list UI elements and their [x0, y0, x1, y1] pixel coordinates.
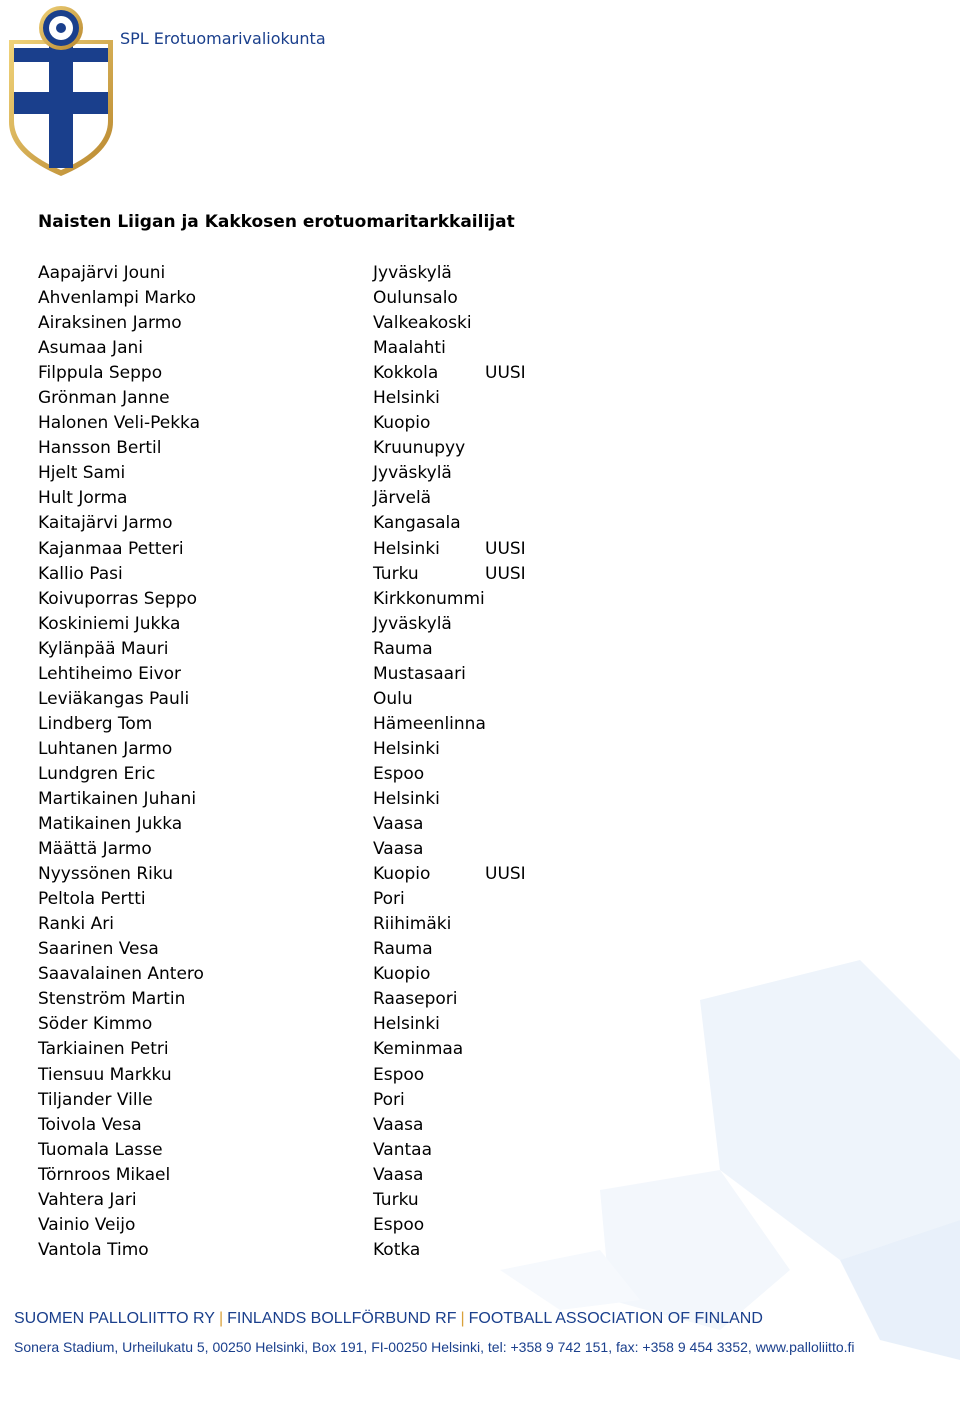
referee-city: Vaasa — [373, 814, 424, 835]
referee-city: Keminmaa — [373, 1039, 464, 1060]
referee-roster — [38, 261, 638, 1263]
referee-name: Saarinen Vesa — [38, 939, 159, 960]
referee-city: Helsinki — [373, 538, 440, 559]
referee-city: Kruunupyy — [373, 438, 466, 459]
referee-name: Luhtanen Jarmo — [38, 738, 173, 759]
referee-row — [38, 837, 638, 862]
referee-name: Martikainen Juhani — [38, 788, 197, 809]
referee-city: Helsinki — [373, 388, 440, 409]
referee-row — [38, 537, 638, 562]
referee-city: Vaasa — [373, 839, 424, 860]
referee-row — [38, 511, 638, 536]
referee-row — [38, 1088, 638, 1113]
referee-row — [38, 311, 638, 336]
referee-city: Jyväskylä — [373, 613, 452, 634]
referee-row — [38, 1063, 638, 1088]
referee-name: Nyyssönen Riku — [38, 864, 173, 885]
referee-row — [38, 461, 638, 486]
referee-name: Vantola Timo — [38, 1239, 149, 1260]
referee-row — [38, 1188, 638, 1213]
referee-row — [38, 286, 638, 311]
referee-city: Valkeakoski — [373, 313, 472, 334]
referee-city: Järvelä — [373, 488, 432, 509]
referee-city: Vantaa — [373, 1139, 433, 1160]
referee-name: Koskiniemi Jukka — [38, 613, 181, 634]
footer-org-sv: FINLANDS BOLLFÖRBUND RF — [227, 1310, 457, 1327]
referee-city: Kuopio — [373, 864, 431, 885]
referee-row — [38, 787, 638, 812]
referee-city: Oulu — [373, 688, 413, 709]
referee-city: Kangasala — [373, 513, 461, 534]
referee-row — [38, 812, 638, 837]
referee-city: Kuopio — [373, 413, 431, 434]
referee-row — [38, 486, 638, 511]
referee-name: Kylänpää Mauri — [38, 638, 169, 659]
referee-row — [38, 862, 638, 887]
referee-row — [38, 361, 638, 386]
referee-name: Lindberg Tom — [38, 713, 153, 734]
referee-row — [38, 436, 638, 461]
referee-city: Turku — [373, 563, 419, 584]
referee-name: Kaitajärvi Jarmo — [38, 513, 173, 534]
referee-row — [38, 887, 638, 912]
referee-row — [38, 962, 638, 987]
referee-name: Filppula Seppo — [38, 363, 163, 384]
referee-name: Stenström Martin — [38, 989, 186, 1010]
palloliitto-logo — [5, 4, 117, 180]
footer-org-fi: SUOMEN PALLOLIITTO RY — [14, 1310, 215, 1327]
referee-city: Vaasa — [373, 1164, 424, 1185]
referee-city: Espoo — [373, 763, 425, 784]
referee-row — [38, 712, 638, 737]
referee-city: Vaasa — [373, 1114, 424, 1135]
referee-city: Pori — [373, 1089, 405, 1110]
referee-row — [38, 587, 638, 612]
referee-city: Kokkola — [373, 363, 439, 384]
referee-name: Leviäkangas Pauli — [38, 688, 190, 709]
header-org-name: SPL Erotuomarivaliokunta — [120, 29, 326, 48]
referee-name: Tuomala Lasse — [38, 1139, 163, 1160]
referee-name: Lehtiheimo Eivor — [38, 663, 182, 684]
referee-city: Jyväskylä — [373, 463, 452, 484]
referee-row — [38, 261, 638, 286]
referee-name: Lundgren Eric — [38, 763, 156, 784]
footer-separator: | — [218, 1310, 224, 1327]
referee-row — [38, 1113, 638, 1138]
referee-name: Halonen Veli-Pekka — [38, 413, 200, 434]
referee-row — [38, 987, 638, 1012]
referee-name: Airaksinen Jarmo — [38, 313, 182, 334]
referee-city: Oulunsalo — [373, 288, 458, 309]
referee-name: Määttä Jarmo — [38, 839, 152, 860]
referee-row — [38, 737, 638, 762]
referee-row — [38, 1163, 638, 1188]
referee-name: Vahtera Jari — [38, 1189, 137, 1210]
referee-name: Hult Jorma — [38, 488, 128, 509]
referee-city: Riihimäki — [373, 914, 452, 935]
referee-city: Turku — [373, 1189, 419, 1210]
referee-name: Vainio Veijo — [38, 1214, 136, 1235]
referee-city: Espoo — [373, 1214, 425, 1235]
referee-name: Kajanmaa Petteri — [38, 538, 184, 559]
referee-city: Rauma — [373, 638, 433, 659]
referee-row — [38, 1138, 638, 1163]
referee-row — [38, 1213, 638, 1238]
referee-row — [38, 762, 638, 787]
referee-name: Peltola Pertti — [38, 889, 146, 910]
referee-name: Hjelt Sami — [38, 463, 126, 484]
new-referee-badge: UUSI — [485, 563, 526, 584]
referee-name: Tarkiainen Petri — [38, 1039, 169, 1060]
referee-name: Aapajärvi Jouni — [38, 263, 166, 283]
referee-name: Söder Kimmo — [38, 1014, 153, 1035]
referee-row — [38, 411, 638, 436]
referee-name: Kallio Pasi — [38, 563, 123, 584]
referee-row — [38, 637, 638, 662]
referee-name: Hansson Bertil — [38, 438, 162, 459]
referee-row — [38, 386, 638, 411]
referee-name: Törnroos Mikael — [38, 1164, 171, 1185]
referee-city: Kotka — [373, 1239, 421, 1260]
footer-address: Sonera Stadium, Urheilukatu 5, 00250 Helsinki, Box 191, FI-00250 Helsinki, tel: +358 9 742 151, fax: +358 9 454 3352, www.palloliitto.fi — [14, 1339, 855, 1355]
referee-name: Asumaa Jani — [38, 338, 143, 359]
referee-city: Kuopio — [373, 964, 431, 985]
referee-row — [38, 336, 638, 361]
referee-row — [38, 612, 638, 637]
referee-row — [38, 1238, 638, 1263]
referee-row — [38, 662, 638, 687]
footer-separator: | — [460, 1310, 465, 1327]
referee-name: Saavalainen Antero — [38, 964, 204, 985]
footer-organization-names — [14, 1310, 763, 1328]
referee-city: Jyväskylä — [373, 263, 452, 283]
referee-city: Rauma — [373, 939, 433, 960]
referee-city: Raasepori — [373, 989, 458, 1010]
referee-city: Espoo — [373, 1064, 425, 1085]
referee-name: Tiensuu Markku — [38, 1064, 172, 1085]
referee-name: Toivola Vesa — [38, 1114, 142, 1135]
referee-row — [38, 687, 638, 712]
referee-name: Ranki Ari — [38, 914, 114, 935]
referee-city: Kirkkonummi — [373, 588, 485, 609]
referee-city: Mustasaari — [373, 663, 466, 684]
referee-name: Koivuporras Seppo — [38, 588, 198, 609]
new-referee-badge: UUSI — [485, 538, 526, 559]
referee-city: Helsinki — [373, 738, 440, 759]
referee-row — [38, 912, 638, 937]
new-referee-badge: UUSI — [485, 864, 526, 885]
referee-city: Maalahti — [373, 338, 446, 359]
referee-name: Grönman Janne — [38, 388, 170, 409]
referee-name: Ahvenlampi Marko — [38, 288, 197, 309]
document-title: Naisten Liigan ja Kakkosen erotuomaritarkkailijat — [38, 212, 515, 232]
referee-row — [38, 562, 638, 587]
referee-row — [38, 1012, 638, 1037]
referee-name: Tiljander Ville — [38, 1089, 153, 1110]
referee-city: Helsinki — [373, 788, 440, 809]
referee-name: Matikainen Jukka — [38, 814, 183, 835]
referee-city: Hämeenlinna — [373, 713, 486, 734]
referee-row — [38, 937, 638, 962]
referee-city: Helsinki — [373, 1014, 440, 1035]
referee-row — [38, 1037, 638, 1062]
footer-org-en: FOOTBALL ASSOCIATION OF FINLAND — [468, 1310, 763, 1327]
referee-city: Pori — [373, 889, 405, 910]
new-referee-badge: UUSI — [485, 363, 526, 384]
